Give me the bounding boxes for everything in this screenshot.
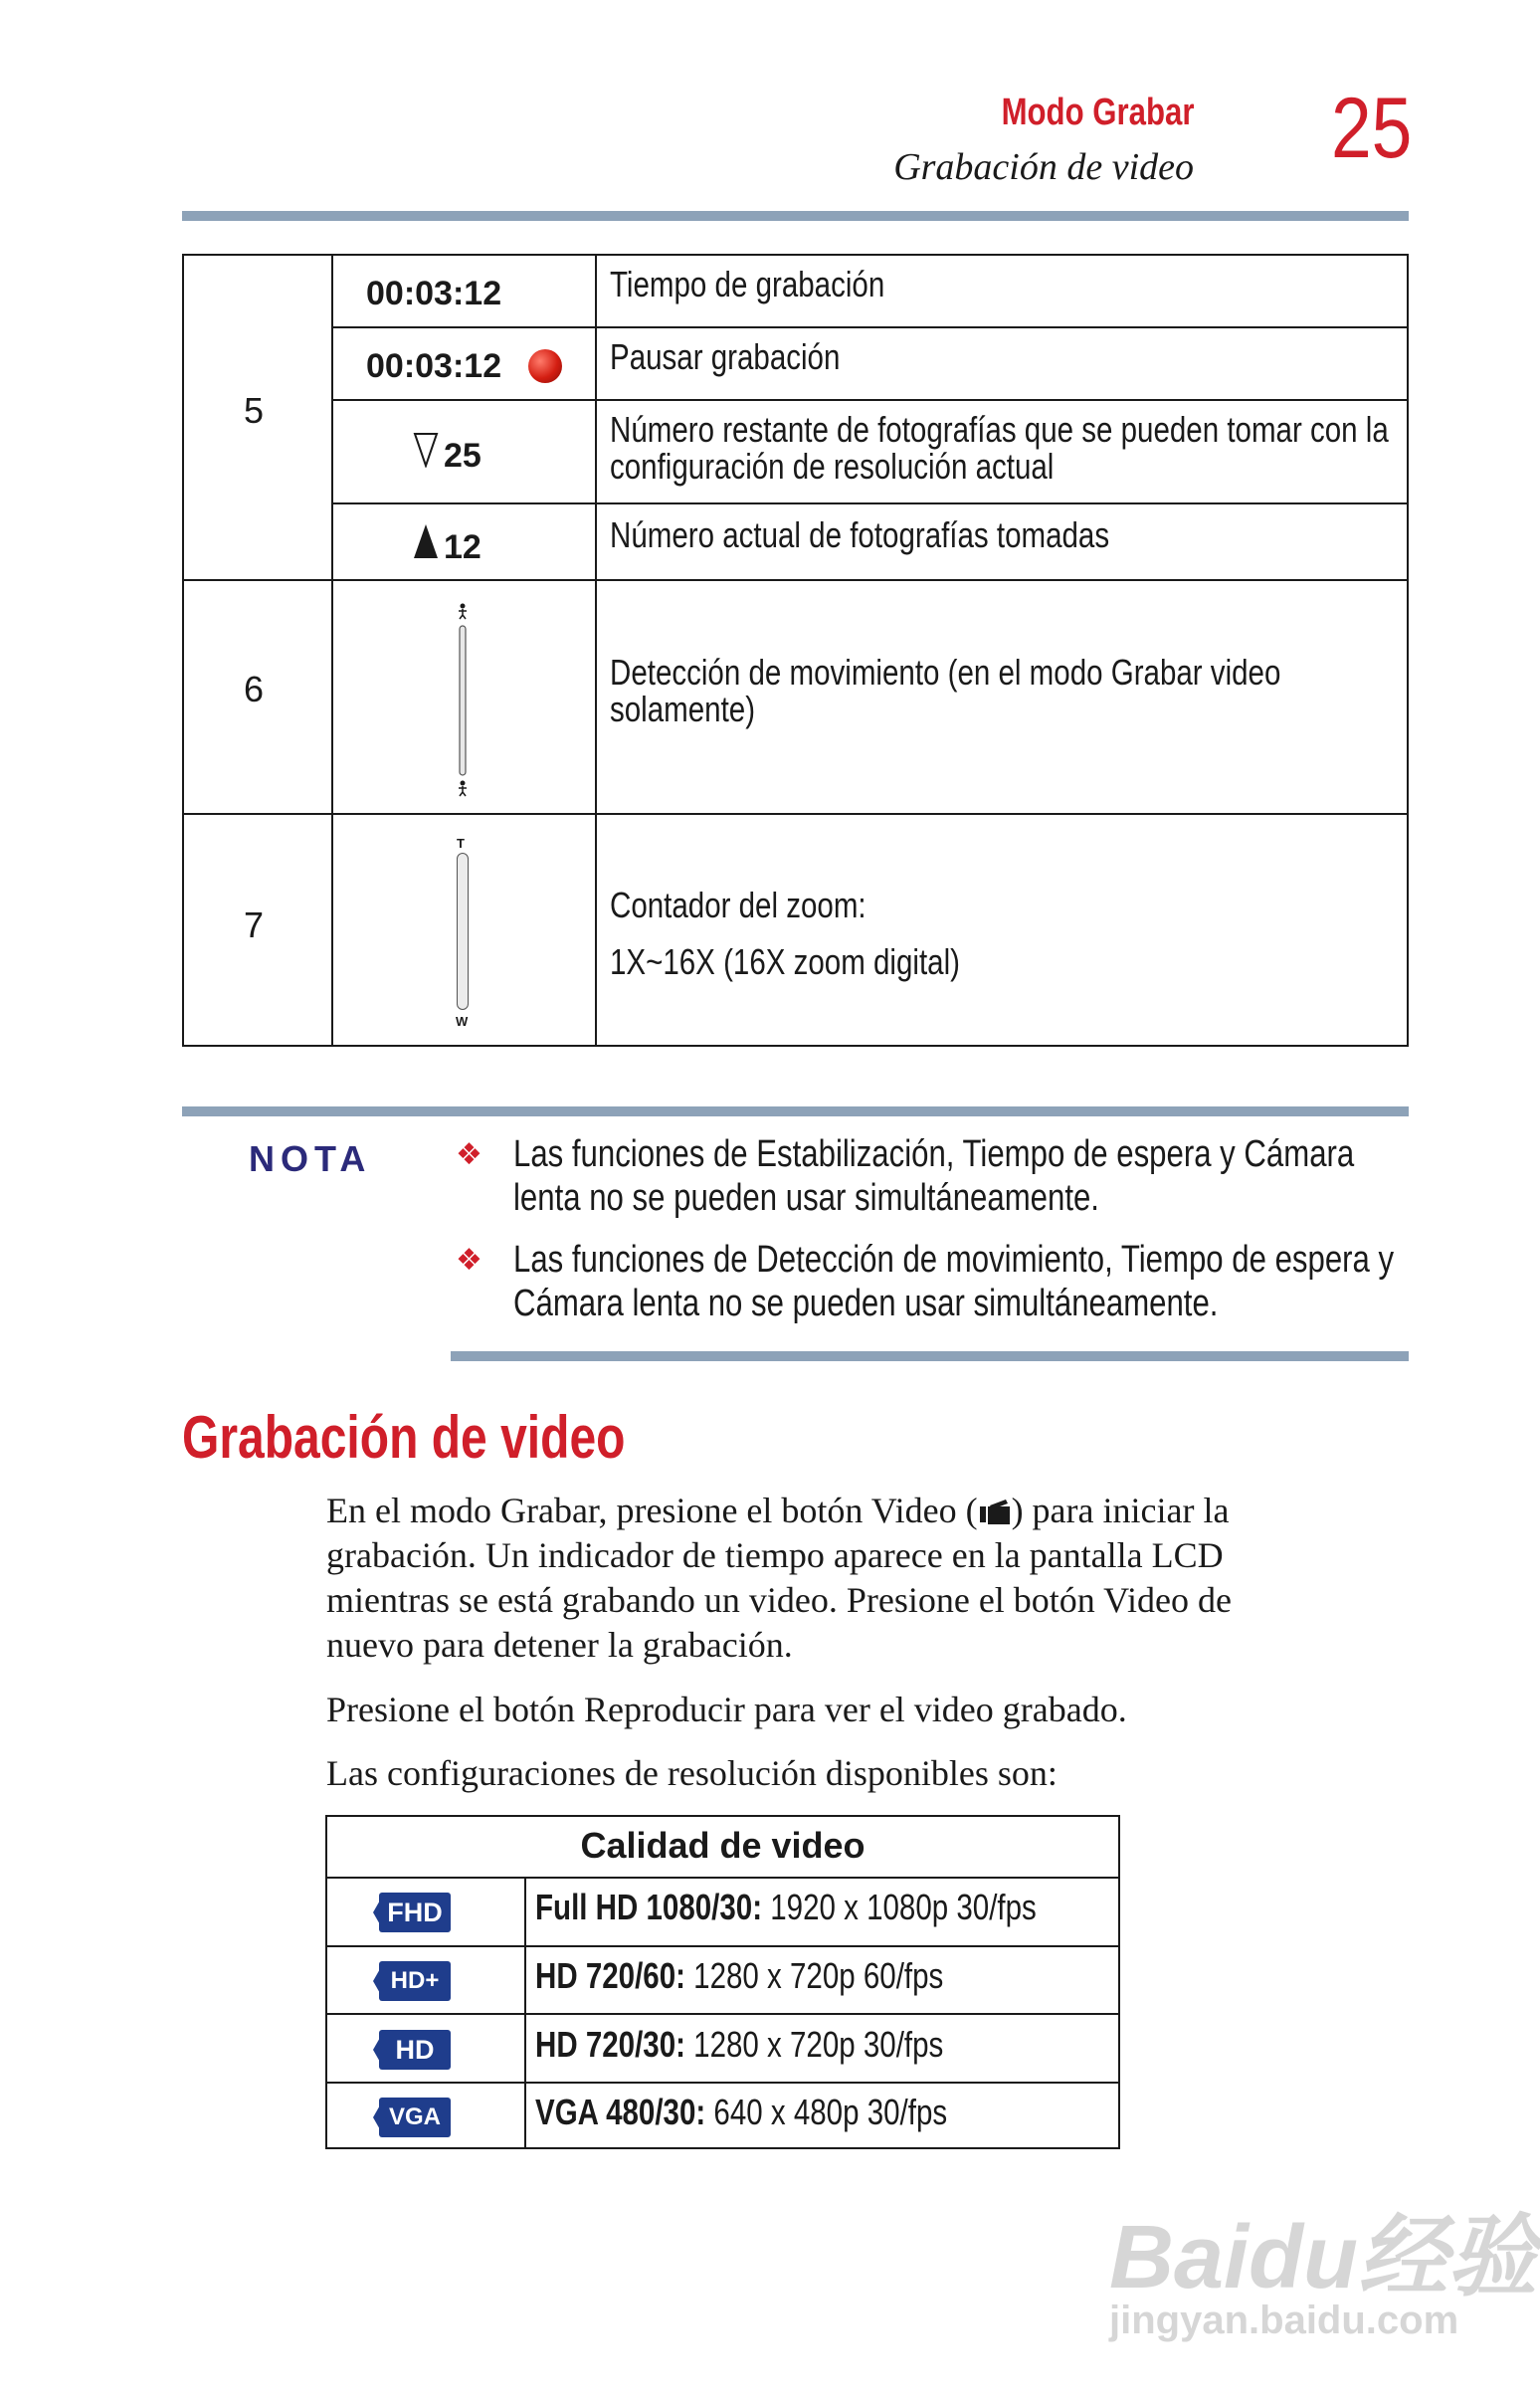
paragraph-playback: Presione el botón Reproducir para ver el video grabado. (326, 1690, 1127, 1729)
table-divider (331, 256, 333, 1045)
table-divider (331, 326, 1407, 328)
row-number: 7 (244, 904, 265, 945)
paragraph-resolutions-intro: Las configuraciones de resolución disponibles son: (326, 1753, 1058, 1793)
video-quality-table (325, 1815, 1120, 2149)
video-camera-icon (978, 1499, 1012, 1526)
triangle-down-outline-icon (413, 432, 439, 468)
description-pause-recording: Pausar grabación (610, 336, 841, 377)
hd-quality-icon: HD (379, 2030, 451, 2070)
table-divider (184, 579, 1407, 581)
icon-description-table (182, 254, 1409, 1047)
diamond-bullet-icon: ❖ (456, 1244, 482, 1277)
header-subsection-title: Grabación de video (893, 146, 1194, 188)
zoom-slider-icon (457, 853, 469, 1010)
header-section-title: Modo Grabar (1001, 92, 1194, 133)
section-heading: Grabación de video (182, 1404, 626, 1471)
quality-row: HD 720/60: 1280 x 720p 60/fps (535, 1955, 944, 1996)
note-top-rule (182, 1106, 1409, 1116)
table-divider (331, 502, 1407, 504)
note-item: Las funciones de Detección de movimiento, Tiempo de espera y Cámara lenta no se pueden usar simultáneamente. (513, 1239, 1395, 1324)
triangle-up-filled-icon (413, 523, 439, 559)
red-record-dot-icon (528, 349, 562, 383)
table-divider (327, 2013, 1118, 2015)
zoom-wide-label: W (456, 1014, 469, 1029)
note-item: Las funciones de Estabilización, Tiempo de espera y Cámara lenta no se pueden usar simultáneamente. (513, 1133, 1355, 1219)
note-label: NOTA (249, 1138, 372, 1179)
motion-detection-slider-icon (455, 602, 471, 801)
quality-row: HD 720/30: 1280 x 720p 30/fps (535, 2024, 944, 2065)
hd-plus-quality-icon: HD+ (379, 1961, 451, 2001)
recording-time-indicator: 00:03:12 (366, 275, 502, 312)
current-photos-count: 12 (444, 528, 481, 566)
table-divider (595, 256, 597, 1045)
description-recording-time: Tiempo de grabación (610, 264, 885, 304)
quality-row: VGA 480/30: 640 x 480p 30/fps (535, 2092, 948, 2132)
paragraph-video-recording: En el modo Grabar, presione el botón Video ( ) para iniciar la grabación. Un indicador de tiempo aparece en la pantalla LCD mientras se está grabando un video. Presione el botón Video de nuevo para detener la grabación. (326, 1491, 1232, 1665)
quality-row: Full HD 1080/30: 1920 x 1080p 30/fps (535, 1887, 1037, 1927)
table-divider (327, 2082, 1118, 2084)
zoom-tele-label: T (457, 836, 465, 851)
table-divider (327, 1945, 1118, 1947)
baidu-watermark-logo: Baidu经验 (1109, 2208, 1538, 2307)
diamond-bullet-icon: ❖ (456, 1138, 482, 1171)
remaining-photos-count: 25 (444, 437, 481, 475)
page-number: 25 (1331, 81, 1413, 176)
table-divider (331, 399, 1407, 401)
row-number: 5 (244, 390, 265, 431)
paused-time-indicator: 00:03:12 (366, 347, 502, 385)
table-divider (327, 1877, 1118, 1879)
note-bottom-rule (451, 1351, 1409, 1361)
quality-table-header: Calidad de video (580, 1825, 866, 1866)
table-divider (524, 1877, 526, 2147)
description-current-photos: Número actual de fotografías tomadas (610, 514, 1110, 555)
vga-quality-icon: VGA (379, 2098, 451, 2137)
description-remaining-photos: Número restante de fotografías que se pueden tomar con la configuración de resolución actual (610, 409, 1389, 487)
table-divider (184, 813, 1407, 815)
baidu-watermark-url: jingyan.baidu.com (1109, 2299, 1459, 2342)
description-zoom-counter: Contador del zoom: 1X~16X (16X zoom digital) (610, 885, 960, 982)
fhd-quality-icon: FHD (379, 1893, 451, 1932)
header-rule (182, 211, 1409, 221)
row-number: 6 (244, 669, 265, 709)
description-motion-detection: Detección de movimiento (en el modo Grabar video solamente) (610, 652, 1281, 729)
